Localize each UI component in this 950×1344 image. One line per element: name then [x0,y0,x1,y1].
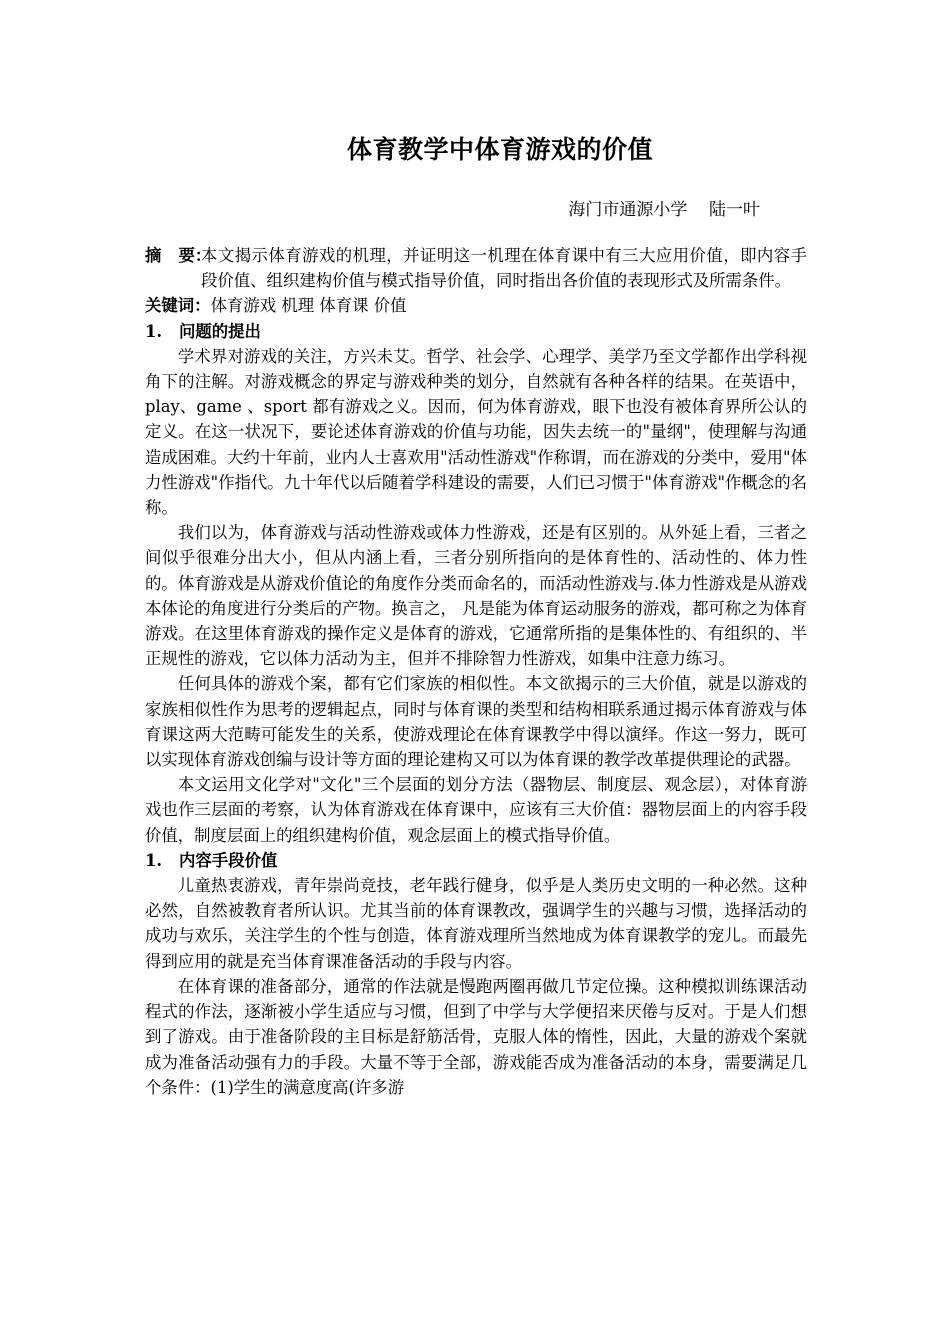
section-content-value [145,848,807,1100]
keywords [145,293,807,318]
paragraph: 任何具体的游戏个案，都有它们家族的相似性。本文欲揭示的三大价值，就是以游戏的家族相似性作为思考的逻辑起点，同时与体育课的类型和结构相联系通过揭示体育游戏与体育课这两大范畴可能发生的关系，使游戏理论在体育课教学中得以演绎。作这一努力，既可以实现体育游戏创编与设计等方面的理论建构又可以为体育课的教学改革提供理论的武器。 [145,674,807,770]
keywords-label: 关键词： [145,296,211,316]
paragraph: 我们以为，体育游戏与活动性游戏或体力性游戏，还是有区别的。从外延上看，三者之间似乎很难分出大小，但从内涵上看，三者分别所指向的是体育性的、活动性的、体力性的。体育游戏是从游戏价值论的角度作分类而命名的，而活动性游戏与.体力性游戏是从游戏本体论的角度进行分类后的产物。换言之， 凡是能为体育运动服务的游戏，都可称之为体育游戏。在这里体育游戏的操作定义是体育的游戏，它通常所指的是集体性的、有组织的、半正规性的游戏，它以体力活动为主，但并不排除智力性游戏，如集中注意力练习。 [145,523,807,669]
abstract-label: 摘 要： [145,246,212,265]
section-problem [145,319,807,848]
keywords-text: 体育游戏 机理 体育课 价值 [210,296,407,316]
paragraph: 本文运用文化学对"文化"三个层面的划分方法（器物层、制度层、观念层），对体育游戏也作三层面的考察，认为体育游戏在体育课中，应该有三大价值：器物层面上的内容手段价值，制度层面上的组织建构价值，观念层面上的模式指导价值。 [145,775,807,845]
paragraph: 儿童热衷游戏，青年崇尚竞技，老年践行健身，似乎是人类历史文明的一种必然。这种必然，自然被教育者所认识。尤其当前的体育课教改，强调学生的兴趣与习惯，选择活动的成功与欢乐，关注学生的个性与创造，体育游戏理所当然地成为体育课教学的宠儿。而最先得到应用的就是充当体育课准备活动的手段与内容。 [145,876,807,971]
section-title: 问题的提出 [179,321,261,341]
paragraph: 在体育课的准备部分，通常的作法就是慢跑两圈再做几节定位操。这种模拟训练课活动程式的作法，逐渐被小学生适应与习惯，但到了中学与大学便招来厌倦与反对。于是人们想到了游戏。由于准备阶段的主目标是舒筋活骨，克服人体的惰性，因此，大量的游戏个案就成为准备活动强有力的手段。大量不等于全部，游戏能否成为准备活动的本身，需要满足几个条件：(1)学生的满意度高(许多游 [145,976,807,1097]
section-number: 1. [145,321,163,341]
document-body [145,243,807,1100]
section-title: 内容手段价值 [179,850,278,870]
abstract-text: 本文揭示体育游戏的机理，并证明这一机理在体育课中有三大应用价值，即内容手段价值、组织建构价值与模式指导价值，同时指出各价值的表现形式及所需条件。 [201,246,807,291]
document-title: 体育教学中体育游戏的价值 [346,135,653,164]
section-heading [145,319,807,344]
section-heading [145,848,807,873]
section-number: 1. [145,850,163,870]
abstract [145,243,807,293]
paragraph: 学术界对游戏的关注，方兴未艾。哲学、社会学、心理学、美学乃至文学都作出学科视角下的注解。对游戏概念的界定与游戏种类的划分，自然就有各种各样的结果。在英语中，play、game 、sport 都有游戏之义。因而，何为体育游戏，眼下也没有被体育界所公认的定义。在这一状况下，要论述体育游戏的价值与功能，因失去统一的"量纲"，使理解与沟通造成困难。大约十年前，业内人士喜欢用"活动性游戏"作称谓，而在游戏的分类中，爱用"体力性游戏"作指代。九十年代以后随着学科建设的需要，人们已习惯于"体育游戏"作概念的名称。 [145,346,807,518]
author-line: 海门市通源小学 陆一叶 [568,200,760,220]
